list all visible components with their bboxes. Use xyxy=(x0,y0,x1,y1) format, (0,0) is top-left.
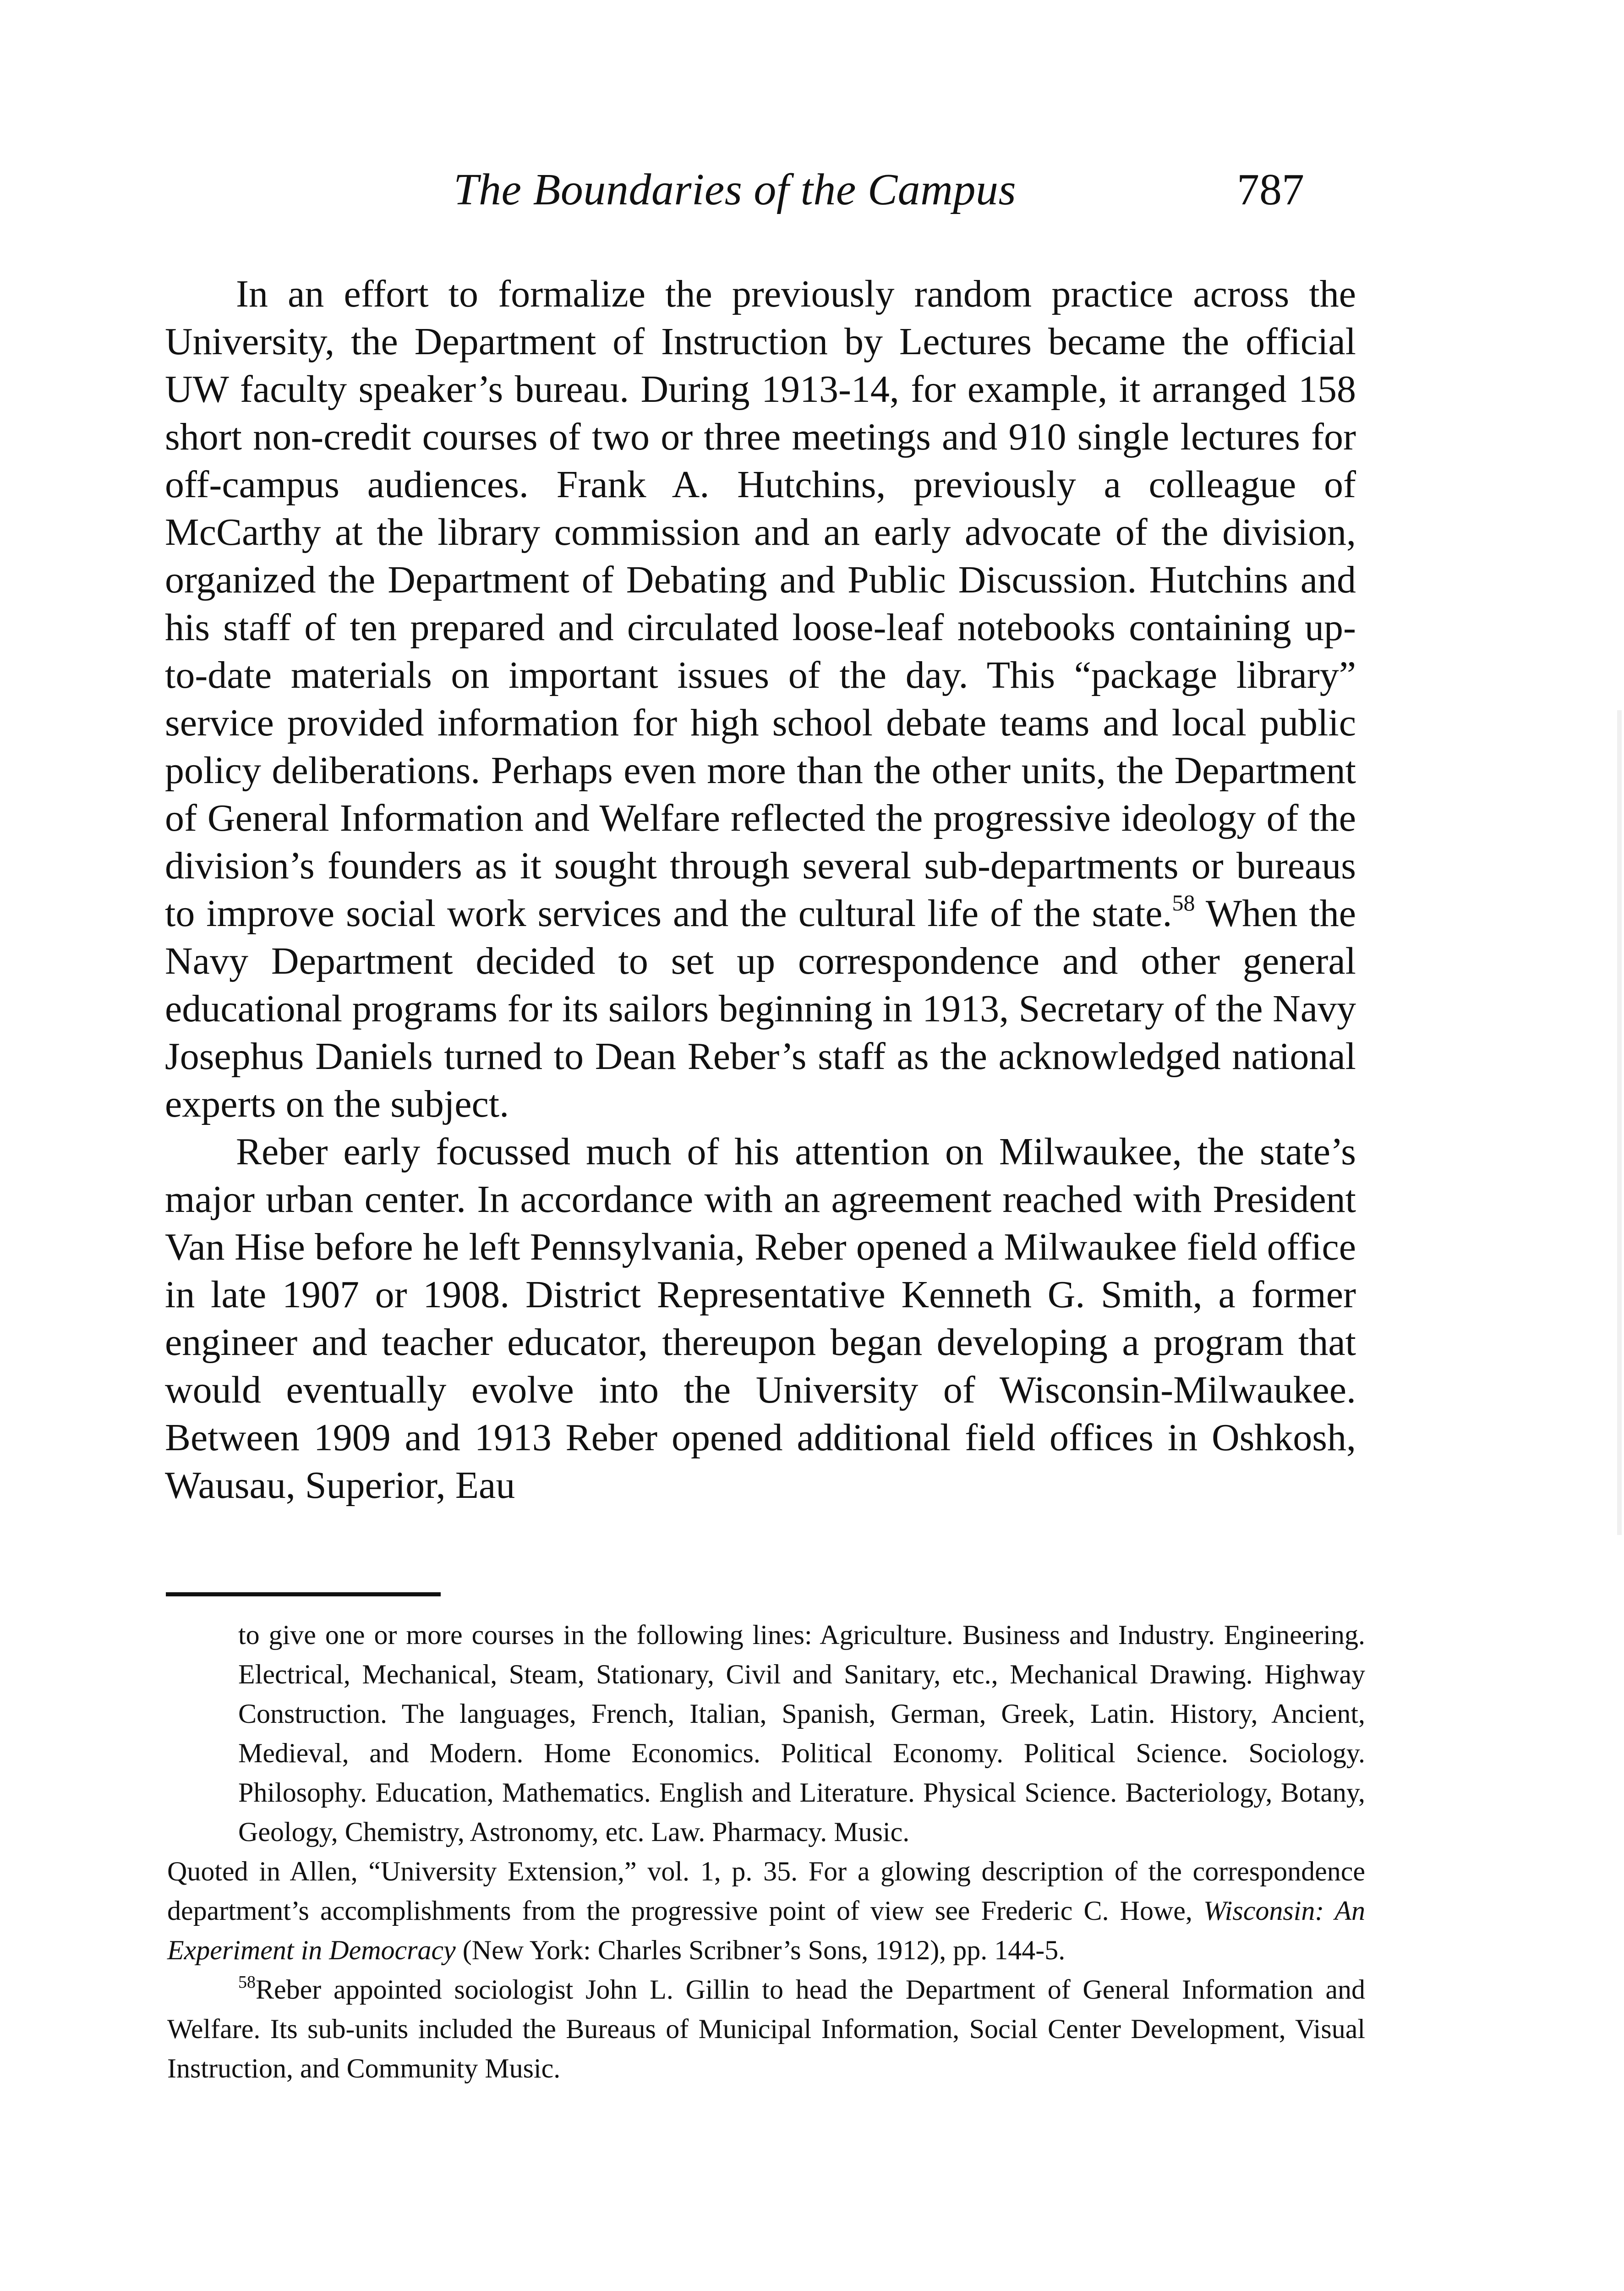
running-title: The Boundaries of the Campus xyxy=(454,165,1017,214)
footnote-58 xyxy=(167,1970,1365,2088)
continued-footnote-citation xyxy=(167,1852,1365,1970)
citation-text-before-title: Quoted in Allen, “University Extension,” vol. 1, p. 35. For a glowing description of the correspondence department’s accomplishments from the progressive point of view see Frederic C. Howe, xyxy=(167,1856,1365,1926)
body-paragraph-1 xyxy=(165,270,1356,1128)
paragraph-1-text-before-note: In an effort to formalize the previously random practice across the University, the Department of Instruction by Lectures became the official UW faculty speaker’s bureau. During 1913-14, for example, it arranged 158 short non-credit courses of two or three meetings and 910 single lectures for off-campus audiences. Frank A. Hutchins, previously a colleague of McCarthy at the library commission and an early advocate of the division, organized the Department of Debating and Public Discussion. Hutchins and his staff of ten prepared and circulated loose-leaf notebooks containing up-to-date materials on important issues of the day. This “package library” service provided information for high school debate teams and local public policy deliberations. Perhaps even more than the other units, the Department of General Information and Welfare reflected the progressive ideology of the division’s founders as it sought through several sub-departments or bureaus to improve social work services and the cultural life of the state. xyxy=(165,273,1356,935)
paragraph-1-text-after-note: When the Navy Department decided to set up correspondence and other general educational programs for its sailors beginning in 1913, Secretary of the Navy Josephus Daniels turned to Dean Reber’s staff as the acknowledged national experts on the subject. xyxy=(165,892,1356,1125)
main-text xyxy=(165,270,1356,1509)
footnote-separator-rule xyxy=(166,1592,441,1596)
scan-edge-shadow xyxy=(1617,710,1622,1535)
page-number: 787 xyxy=(1237,165,1304,214)
footnote-58-marker: 58 xyxy=(238,1973,256,1992)
footnote-58-text: Reber appointed sociologist John L. Gillin to head the Department of General Information and Welfare. Its sub-units included the Bureaus of Municipal Information, Social Center Development, Visual Instruction, and Community Music. xyxy=(167,1974,1365,2083)
body-paragraph-2: Reber early focussed much of his attention on Milwaukee, the state’s major urban center. In accordance with an agreement reached with President Van Hise before he left Pennsylvania, Reber opened a Milwaukee field office in late 1907 or 1908. District Representative Kenneth G. Smith, a former engineer and teacher educator, thereupon began developing a program that would eventually evolve into the University of Wisconsin-Milwaukee. Between 1909 and 1913 Reber opened additional field offices in Oshkosh, Wausau, Superior, Eau xyxy=(165,1130,1356,1507)
citation-book-title: Wisconsin: An Experiment in Democracy xyxy=(167,1896,1366,1965)
footnote-marker-58: 58 xyxy=(1172,890,1195,915)
citation-text-after-title: (New York: Charles Scribner’s Sons, 1912), pp. 144-5. xyxy=(455,1935,1066,1965)
continued-footnote-quote: to give one or more courses in the following lines: Agriculture. Business and Industry. Engineering. Electrical, Mechanical, Steam, Stationary, Civil and Sanitary, etc., Mechanical Drawing. Highway Construction. The languages, French, Italian, Spanish, German, Greek, Latin. History, Ancient, Medieval, and Modern. Home Economics. Political Economy. Political Science. Sociology. Philosophy. Education, Mathematics. English and Literature. Physical Science. Bacteriology, Botany, Geology, Chemistry, Astronomy, etc. Law. Pharmacy. Music. xyxy=(238,1620,1365,1847)
footnotes xyxy=(167,1615,1365,2088)
